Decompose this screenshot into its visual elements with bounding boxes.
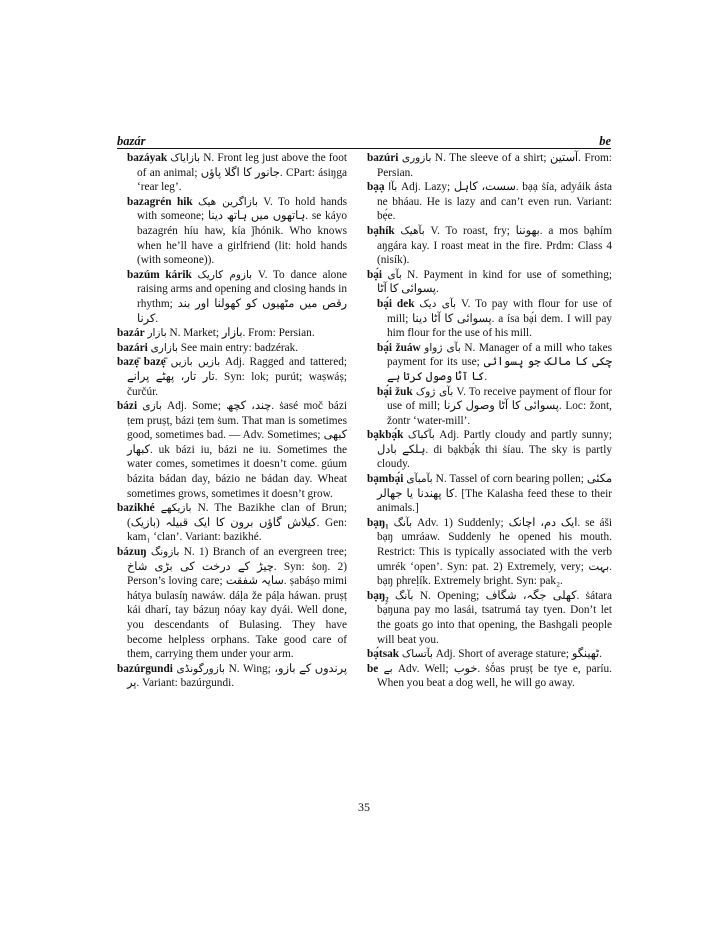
dictionary-entry: [367, 151, 612, 180]
left-column: [117, 151, 347, 691]
entry-arabic-script: بازیں بازیں: [170, 356, 221, 369]
entry-headword: bạ́tsak: [367, 648, 400, 661]
entry-headword: bazúm kárik: [127, 268, 192, 281]
entry-definition: N. Market; بازار. From: Persian.: [166, 327, 315, 340]
entry-arabic-script: بآا: [388, 181, 398, 194]
entry-definition: Adv. 1) Suddenly; ایک دم، اچانک. se áši bạŋ umráaw. Suddenly he opened his mouth. Restrict: This is typically associated with the verb umrék ‘open’. Syn: pat. 2) Extremely, very; بہت. bạŋ phreḷík. Extremely bright. Syn: pak₂.: [377, 516, 612, 588]
dictionary-entry: [117, 151, 347, 195]
entry-definition: N. Payment in kind for use of something; پسوائی کا آٹا.: [377, 268, 612, 296]
entry-arabic-script: بازاری: [150, 341, 178, 354]
entry-arabic-script: بازورگونڈی: [176, 662, 225, 675]
entry-headword: bazikhé: [117, 502, 155, 515]
entry-arabic-script: بآنگ: [393, 516, 413, 529]
dictionary-entry: [117, 195, 347, 268]
entry-arabic-script: بازایاک: [170, 152, 201, 164]
dictionary-entry: [367, 516, 612, 589]
dictionary-entry: [367, 341, 612, 385]
entry-headword: bạ́i: [367, 268, 383, 281]
entry-headword: bazári: [117, 341, 148, 354]
entry-arabic-script: بآتساک: [401, 648, 433, 661]
entry-definition: N. The Bazikhe clan of Brun; کیلاش گاؤں برون کا ایک قبیلہ (بازیک). Gen: kam₁ ‘clan’. Variant: bazikhé.: [127, 502, 348, 544]
entry-headword: bazẹ̄ bazẹ̄: [117, 356, 166, 369]
dictionary-entry: [367, 268, 612, 297]
entry-definition: N. Tassel of corn bearing pollen; مکئی کا پھندنا یا جھالر. [The Kalasha feed these to their animals.]: [377, 473, 613, 515]
dictionary-entry: [367, 297, 612, 341]
dictionary-entry: [117, 399, 347, 501]
entry-arabic-script: بازی: [142, 400, 162, 413]
entry-definition: Adj. Lazy; سست، کاہل. bạạ ṡía, adyáik ásta ne bháau. He is lazy and can’t even run. Variant: bẹ́e.: [377, 181, 612, 223]
entry-definition: V. To hold hands with someone; ہاتھوں میں ہاتھ دینا. se káyo bazagrén híu haw, kía ǰhónik. Who knows when he’ll have a girlfriend (lit: hold hands (with someone)).: [137, 195, 347, 267]
entry-headword: bazúrgundi: [117, 662, 173, 675]
entry-definition: V. To pay with flour for use of mill; پسوائی کا آٹا دینا. a ísa bạ́i dem. I will pay him flour for the use of his mill.: [387, 297, 613, 340]
entry-headword: bazáyak: [127, 152, 168, 164]
dictionary-entry: [367, 180, 612, 224]
entry-definition: N. Opening; کھلی جگہ، شگاف. ṡátara bạ́ŋuna pay mo lasái, tsatrumá tay tyen. Don’t let the goats go into that opening, the Bashgali people will beat you.: [377, 589, 613, 646]
right-column: [367, 151, 612, 691]
entry-arabic-script: بآمبآی: [406, 473, 433, 486]
entry-headword: be: [367, 662, 379, 675]
dictionary-entry: [367, 662, 612, 691]
page-number: 35: [358, 800, 370, 814]
entry-headword: bạmbạ́i: [367, 473, 404, 486]
dictionary-entry: [117, 355, 347, 399]
entry-definition: N. Manager of a mill who takes payment for its use; چکی کا مالک جو پسوائی کا آٹا وصول کرتا ہے.: [387, 341, 612, 383]
entry-definition: V. To dance alone raising arms and opening and closing hands in rhythm; رقص میں مٹھیوں کو کھولنا اور بند کرنا.: [137, 268, 347, 325]
entry-definition: Adj. Some; چند، کچھ. ṡasé moč bázi ṭem pruṣṭ, bázi ṭem ṡum. That man is sometimes good, sometimes bad. — Adv. Sometimes; کبھی کبھار. uk bázi iu, bázi ne iu. Sometimes the water comes, sometimes it doesn’t come. gúum bázita bádan day, bázio ne bádan day. Wheat sometimes grows, sometimes it doesn’t grow.: [127, 400, 347, 500]
running-header-left: bazár: [117, 134, 146, 148]
entry-arabic-script: بآنگ: [395, 589, 414, 602]
dictionary-entry: [367, 472, 612, 516]
entry-definition: N. Front leg just above the foot of an animal; جانور کا اگلا پاؤں. CPart: ásiŋga ‘rear leg’.: [137, 152, 347, 194]
entry-headword: bazúri: [367, 152, 399, 164]
entry-arabic-script: بازوم کاریک: [197, 268, 253, 281]
running-header-right: be: [599, 134, 611, 148]
entry-headword: bạŋ₁: [367, 516, 389, 529]
entry-headword: bạŋ₂: [367, 589, 389, 602]
entry-definition: V. To receive payment of flour for use of mill; پسوائی کا آٹا وصول کرنا. Loc: žont, žontr ‘water-mill’.: [387, 385, 613, 427]
dictionary-entry: [367, 385, 612, 429]
entry-arabic-script: بازار: [147, 327, 167, 340]
entry-arabic-script: بآی ژواو: [424, 341, 461, 354]
entry-headword: bạkbạ́k: [367, 429, 404, 442]
entry-arabic-script: بازوری: [401, 152, 432, 164]
entry-arabic-script: بازونگ: [150, 546, 180, 559]
dictionary-entry: [117, 341, 347, 356]
entry-arabic-script: بآی: [387, 268, 402, 281]
entry-definition: Adj. Ragged and tattered; تار تار، پھٹے پرانے. Syn: lok; purút; waṣwáṣ; čurčúr.: [127, 356, 347, 398]
entry-definition: See main entry: badzérak.: [177, 341, 299, 354]
dictionary-entry: [367, 647, 612, 662]
dictionary-entry: [117, 268, 347, 326]
header-rule: [117, 148, 611, 149]
entry-arabic-script: بآی دیک: [419, 297, 457, 310]
entry-headword: bázi: [117, 400, 138, 413]
entry-arabic-script: بازیکھے: [160, 502, 192, 515]
dictionary-entry: [117, 326, 347, 341]
entry-headword: bázuŋ: [117, 546, 147, 559]
entry-definition: N. The sleeve of a shirt; آستین. From: Persian.: [377, 152, 612, 179]
entry-arabic-script: بآھیک: [400, 224, 425, 237]
entry-headword: bazár: [117, 327, 145, 340]
entry-headword: bạ́i žuk: [377, 385, 413, 398]
dictionary-entry: [117, 662, 347, 691]
entry-definition: Adj. Short of average stature; ٹھینگو.: [432, 648, 602, 661]
entry-arabic-script: بے: [383, 662, 393, 675]
entry-definition: N. 1) Branch of an evergreen tree; چیڑ کے درخت کی بڑی شاخ. Syn: ṡoŋ. 2) Person’s loving care; سایہ شفقت. ṣabáṣo mimi hátya bulasíŋ nawáw. dáḷa že páḷa háwan. pruṣṭ kái dharí, tay bázuŋ nóay kay dyái. Well done, you descendants of Bulasing. They have become helpless orphans. Take good care of them, carrying them under your arm.: [127, 546, 348, 661]
entry-headword: bạạ: [367, 181, 385, 194]
entry-arabic-script: بازاگرین ھیک: [198, 195, 258, 208]
entry-headword: bạ́i žuáw: [377, 341, 421, 354]
entry-definition: N. Wing; پرندوں کے بازو، پر. Variant: bazúrgundi.: [127, 662, 348, 690]
entry-headword: bazagrén hik: [127, 195, 193, 208]
entry-definition: V. To roast, fry; بھوننا. a mos bạhím aŋgára kay. I roast meat in the fire. Prdm: Class 4 (nisík).: [377, 224, 612, 267]
dictionary-entry: [367, 224, 612, 268]
dictionary-entry: [367, 589, 612, 647]
entry-arabic-script: بآکباک: [407, 429, 435, 442]
dictionary-entry: [117, 501, 347, 545]
dictionary-entry: [117, 545, 347, 662]
dictionary-entry: [367, 428, 612, 472]
entry-headword: bạ́i dek: [377, 297, 415, 310]
entry-arabic-script: بآی ژوک: [415, 385, 454, 398]
entry-headword: bạhík: [367, 224, 395, 237]
entry-definition: Adv. Well; خوب. ṡṓas pruṣṭ be tye e, paríu. When you beat a dog well, he will go away.: [377, 662, 612, 690]
entry-definition: Adj. Partly cloudy and partly sunny; ہلکے بادل. di bạkbạ́k thi ṡíau. The sky is partly cloudy.: [377, 429, 612, 471]
